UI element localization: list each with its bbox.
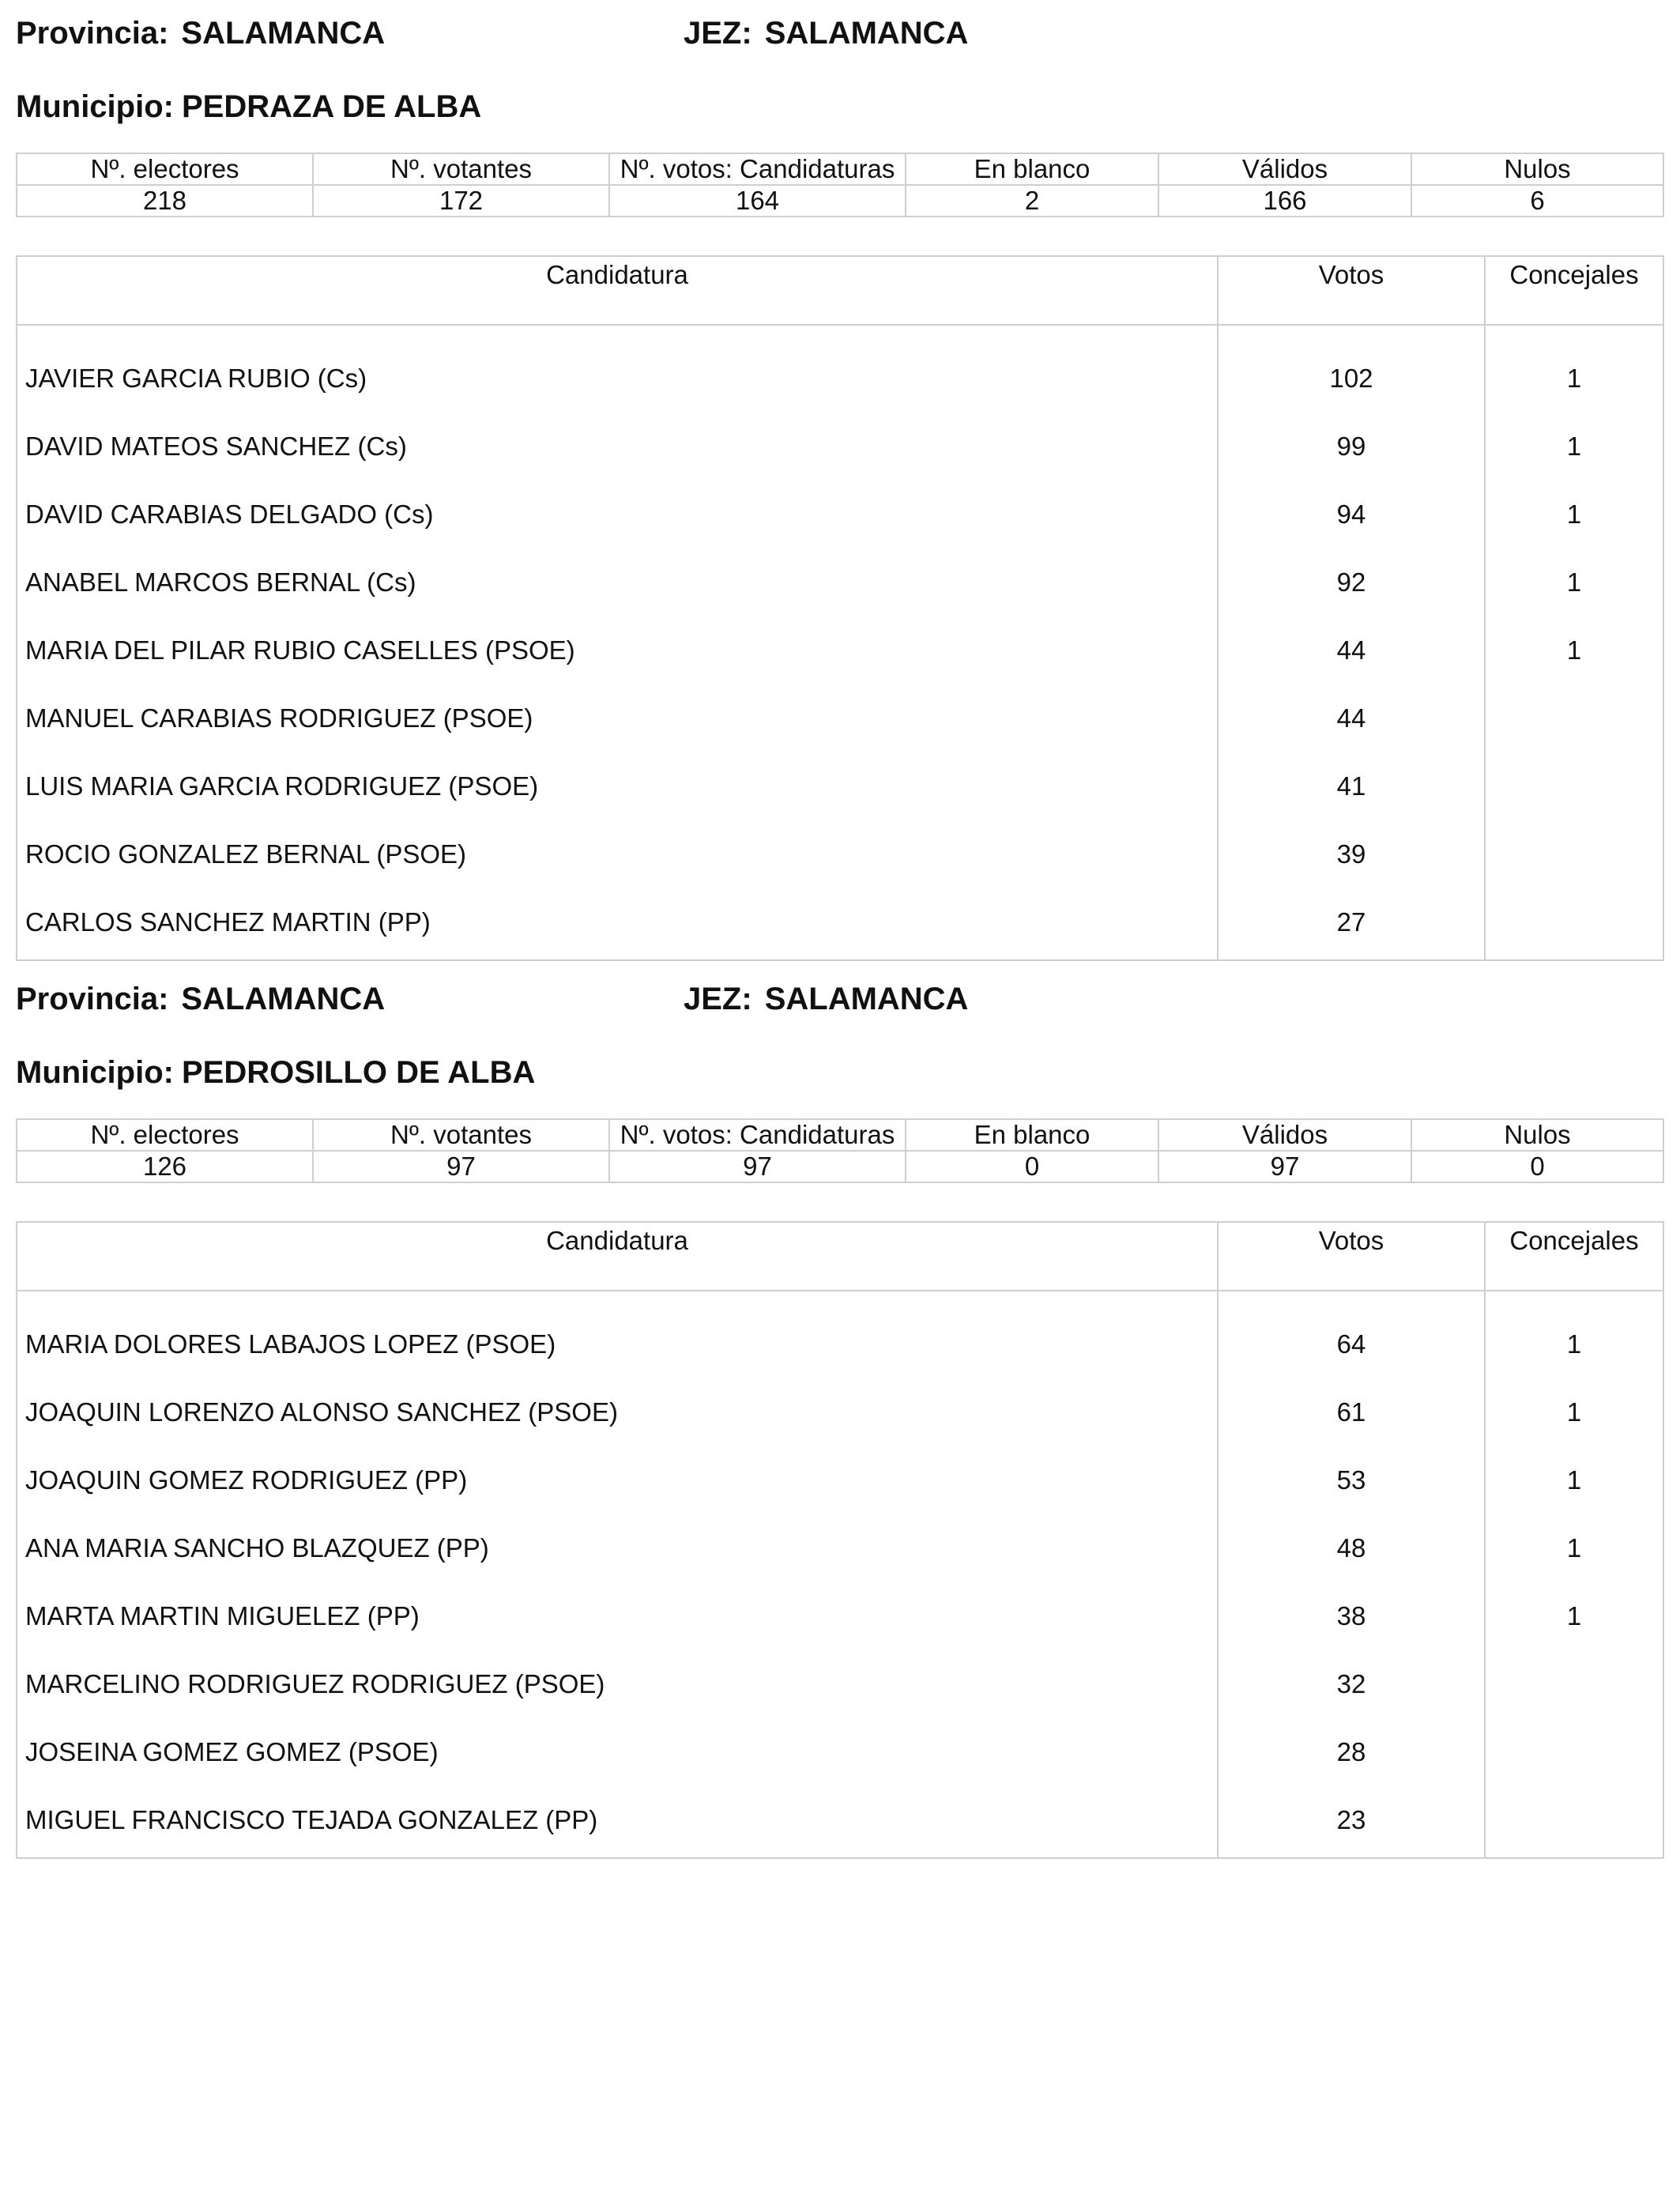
table-row <box>17 684 1663 752</box>
jez-line <box>684 16 968 71</box>
candidate-votes: 28 <box>1218 1718 1485 1786</box>
candidate-votes: 38 <box>1218 1582 1485 1650</box>
stats-value-cell: 97 <box>313 1151 609 1182</box>
candidate-seats <box>1485 752 1663 820</box>
candidate-name: DAVID MATEOS SANCHEZ (Cs) <box>25 432 407 461</box>
provincia-line <box>16 982 385 1037</box>
municipio-line <box>16 89 481 145</box>
candidate-votes: 99 <box>1218 413 1485 481</box>
stats-table <box>16 153 1664 217</box>
candidate-seats <box>1485 820 1663 888</box>
stats-header-row <box>17 153 1663 185</box>
stats-value-cell: 0 <box>1411 1151 1663 1182</box>
stats-value-cell: 172 <box>313 185 609 217</box>
jez-label: JEZ: <box>684 982 752 1016</box>
stats-value-cell: 97 <box>609 1151 906 1182</box>
table-row <box>17 1650 1663 1718</box>
candidates-table <box>16 1221 1664 1859</box>
candidate-name: MARIA DEL PILAR RUBIO CASELLES (PSOE) <box>25 635 575 665</box>
votos-header: Votos <box>1218 1222 1485 1291</box>
candidate-seats: 1 <box>1485 1291 1663 1378</box>
table-row <box>17 888 1663 960</box>
stats-value-row <box>17 185 1663 217</box>
candidate-name: JOSEINA GOMEZ GOMEZ (PSOE) <box>25 1737 439 1766</box>
table-row <box>17 481 1663 548</box>
stats-header-cell: Nº. electores <box>17 1119 313 1151</box>
stats-value-cell: 2 <box>906 185 1158 217</box>
jez-line <box>684 982 968 1037</box>
candidate-name: JOAQUIN LORENZO ALONSO SANCHEZ (PSOE) <box>25 1397 618 1427</box>
municipality-section <box>16 0 1663 948</box>
candidate-name: LUIS MARIA GARCIA RODRIGUEZ (PSOE) <box>25 771 539 801</box>
table-row <box>17 1786 1663 1858</box>
candidate-seats: 1 <box>1485 616 1663 684</box>
candidate-seats <box>1485 684 1663 752</box>
candidate-seats: 1 <box>1485 1514 1663 1582</box>
stats-header-cell: En blanco <box>906 1119 1158 1151</box>
provincia-label: Provincia: <box>16 982 169 1016</box>
stats-header-cell: Nulos <box>1411 153 1663 185</box>
stats-value-cell: 97 <box>1158 1151 1411 1182</box>
table-row <box>17 325 1663 413</box>
stats-header-cell: Nulos <box>1411 1119 1663 1151</box>
candidate-name: ROCIO GONZALEZ BERNAL (PSOE) <box>25 839 467 869</box>
table-row <box>17 752 1663 820</box>
concejales-header: Concejales <box>1485 1222 1663 1291</box>
stats-value-cell: 166 <box>1158 185 1411 217</box>
stats-header-cell: Válidos <box>1158 153 1411 185</box>
stats-value-cell: 218 <box>17 185 313 217</box>
candidate-votes: 39 <box>1218 820 1485 888</box>
candidates-header-row <box>17 256 1663 325</box>
candidate-votes: 23 <box>1218 1786 1485 1858</box>
candidate-seats: 1 <box>1485 1378 1663 1446</box>
municipio-value: PEDRAZA DE ALBA <box>181 89 482 124</box>
municipio-value: PEDROSILLO DE ALBA <box>181 1055 536 1090</box>
table-row <box>17 1446 1663 1514</box>
candidate-votes: 64 <box>1218 1291 1485 1378</box>
table-row <box>17 1514 1663 1582</box>
candidate-votes: 94 <box>1218 481 1485 548</box>
candidate-votes: 102 <box>1218 325 1485 413</box>
candidatura-header: Candidatura <box>17 256 1218 325</box>
municipio-label: Municipio: <box>16 89 174 124</box>
provincia-line <box>16 16 385 71</box>
candidate-votes: 61 <box>1218 1378 1485 1446</box>
candidate-name: MIGUEL FRANCISCO TEJADA GONZALEZ (PP) <box>25 1805 598 1834</box>
candidate-votes: 27 <box>1218 888 1485 960</box>
candidate-name: MANUEL CARABIAS RODRIGUEZ (PSOE) <box>25 703 533 733</box>
jez-value: SALAMANCA <box>764 982 969 1016</box>
candidate-name: MARIA DOLORES LABAJOS LOPEZ (PSOE) <box>25 1329 556 1359</box>
candidate-name: JOAQUIN GOMEZ RODRIGUEZ (PP) <box>25 1465 468 1495</box>
candidate-name: ANA MARIA SANCHO BLAZQUEZ (PP) <box>25 1533 489 1563</box>
candidate-votes: 92 <box>1218 548 1485 616</box>
jez-label: JEZ: <box>684 16 752 51</box>
table-row <box>17 1718 1663 1786</box>
candidate-votes: 41 <box>1218 752 1485 820</box>
table-row <box>17 1378 1663 1446</box>
stats-header-cell: Nº. votantes <box>313 153 609 185</box>
jez-value: SALAMANCA <box>764 16 969 51</box>
stats-header-cell: Nº. votos: Candidaturas <box>609 153 906 185</box>
stats-header-cell: Nº. electores <box>17 153 313 185</box>
stats-header-row <box>17 1119 1663 1151</box>
candidates-header-row <box>17 1222 1663 1291</box>
candidate-seats <box>1485 1650 1663 1718</box>
table-row <box>17 1291 1663 1378</box>
candidate-name: MARCELINO RODRIGUEZ RODRIGUEZ (PSOE) <box>25 1669 605 1698</box>
stats-value-row <box>17 1151 1663 1182</box>
candidate-seats: 1 <box>1485 1582 1663 1650</box>
table-row <box>17 1582 1663 1650</box>
stats-header-cell: Nº. votos: Candidaturas <box>609 1119 906 1151</box>
candidate-votes: 32 <box>1218 1650 1485 1718</box>
provincia-value: SALAMANCA <box>181 16 386 51</box>
stats-value-cell: 6 <box>1411 185 1663 217</box>
candidate-seats <box>1485 888 1663 960</box>
table-row <box>17 820 1663 888</box>
candidate-name: ANABEL MARCOS BERNAL (Cs) <box>25 567 416 597</box>
candidate-seats: 1 <box>1485 413 1663 481</box>
stats-value-cell: 126 <box>17 1151 313 1182</box>
table-row <box>17 413 1663 481</box>
table-row <box>17 616 1663 684</box>
candidate-votes: 44 <box>1218 616 1485 684</box>
municipality-section <box>16 966 1663 1914</box>
candidates-table <box>16 255 1664 961</box>
municipio-label: Municipio: <box>16 1055 174 1090</box>
candidate-name: JAVIER GARCIA RUBIO (Cs) <box>25 364 367 393</box>
candidate-votes: 44 <box>1218 684 1485 752</box>
candidate-name: DAVID CARABIAS DELGADO (Cs) <box>25 499 434 529</box>
stats-value-cell: 164 <box>609 185 906 217</box>
candidate-seats: 1 <box>1485 548 1663 616</box>
stats-table <box>16 1118 1664 1183</box>
provincia-value: SALAMANCA <box>181 982 386 1016</box>
candidate-name: MARTA MARTIN MIGUELEZ (PP) <box>25 1601 420 1630</box>
table-row <box>17 548 1663 616</box>
candidatura-header: Candidatura <box>17 1222 1218 1291</box>
stats-header-cell: En blanco <box>906 153 1158 185</box>
candidate-name: CARLOS SANCHEZ MARTIN (PP) <box>25 907 431 937</box>
candidate-seats <box>1485 1718 1663 1786</box>
stats-value-cell: 0 <box>906 1151 1158 1182</box>
candidate-seats: 1 <box>1485 481 1663 548</box>
provincia-label: Provincia: <box>16 16 169 51</box>
concejales-header: Concejales <box>1485 256 1663 325</box>
candidate-votes: 48 <box>1218 1514 1485 1582</box>
votos-header: Votos <box>1218 256 1485 325</box>
candidate-seats: 1 <box>1485 1446 1663 1514</box>
stats-header-cell: Válidos <box>1158 1119 1411 1151</box>
candidate-seats: 1 <box>1485 325 1663 413</box>
stats-header-cell: Nº. votantes <box>313 1119 609 1151</box>
candidate-seats <box>1485 1786 1663 1858</box>
municipio-line <box>16 1055 535 1110</box>
candidate-votes: 53 <box>1218 1446 1485 1514</box>
